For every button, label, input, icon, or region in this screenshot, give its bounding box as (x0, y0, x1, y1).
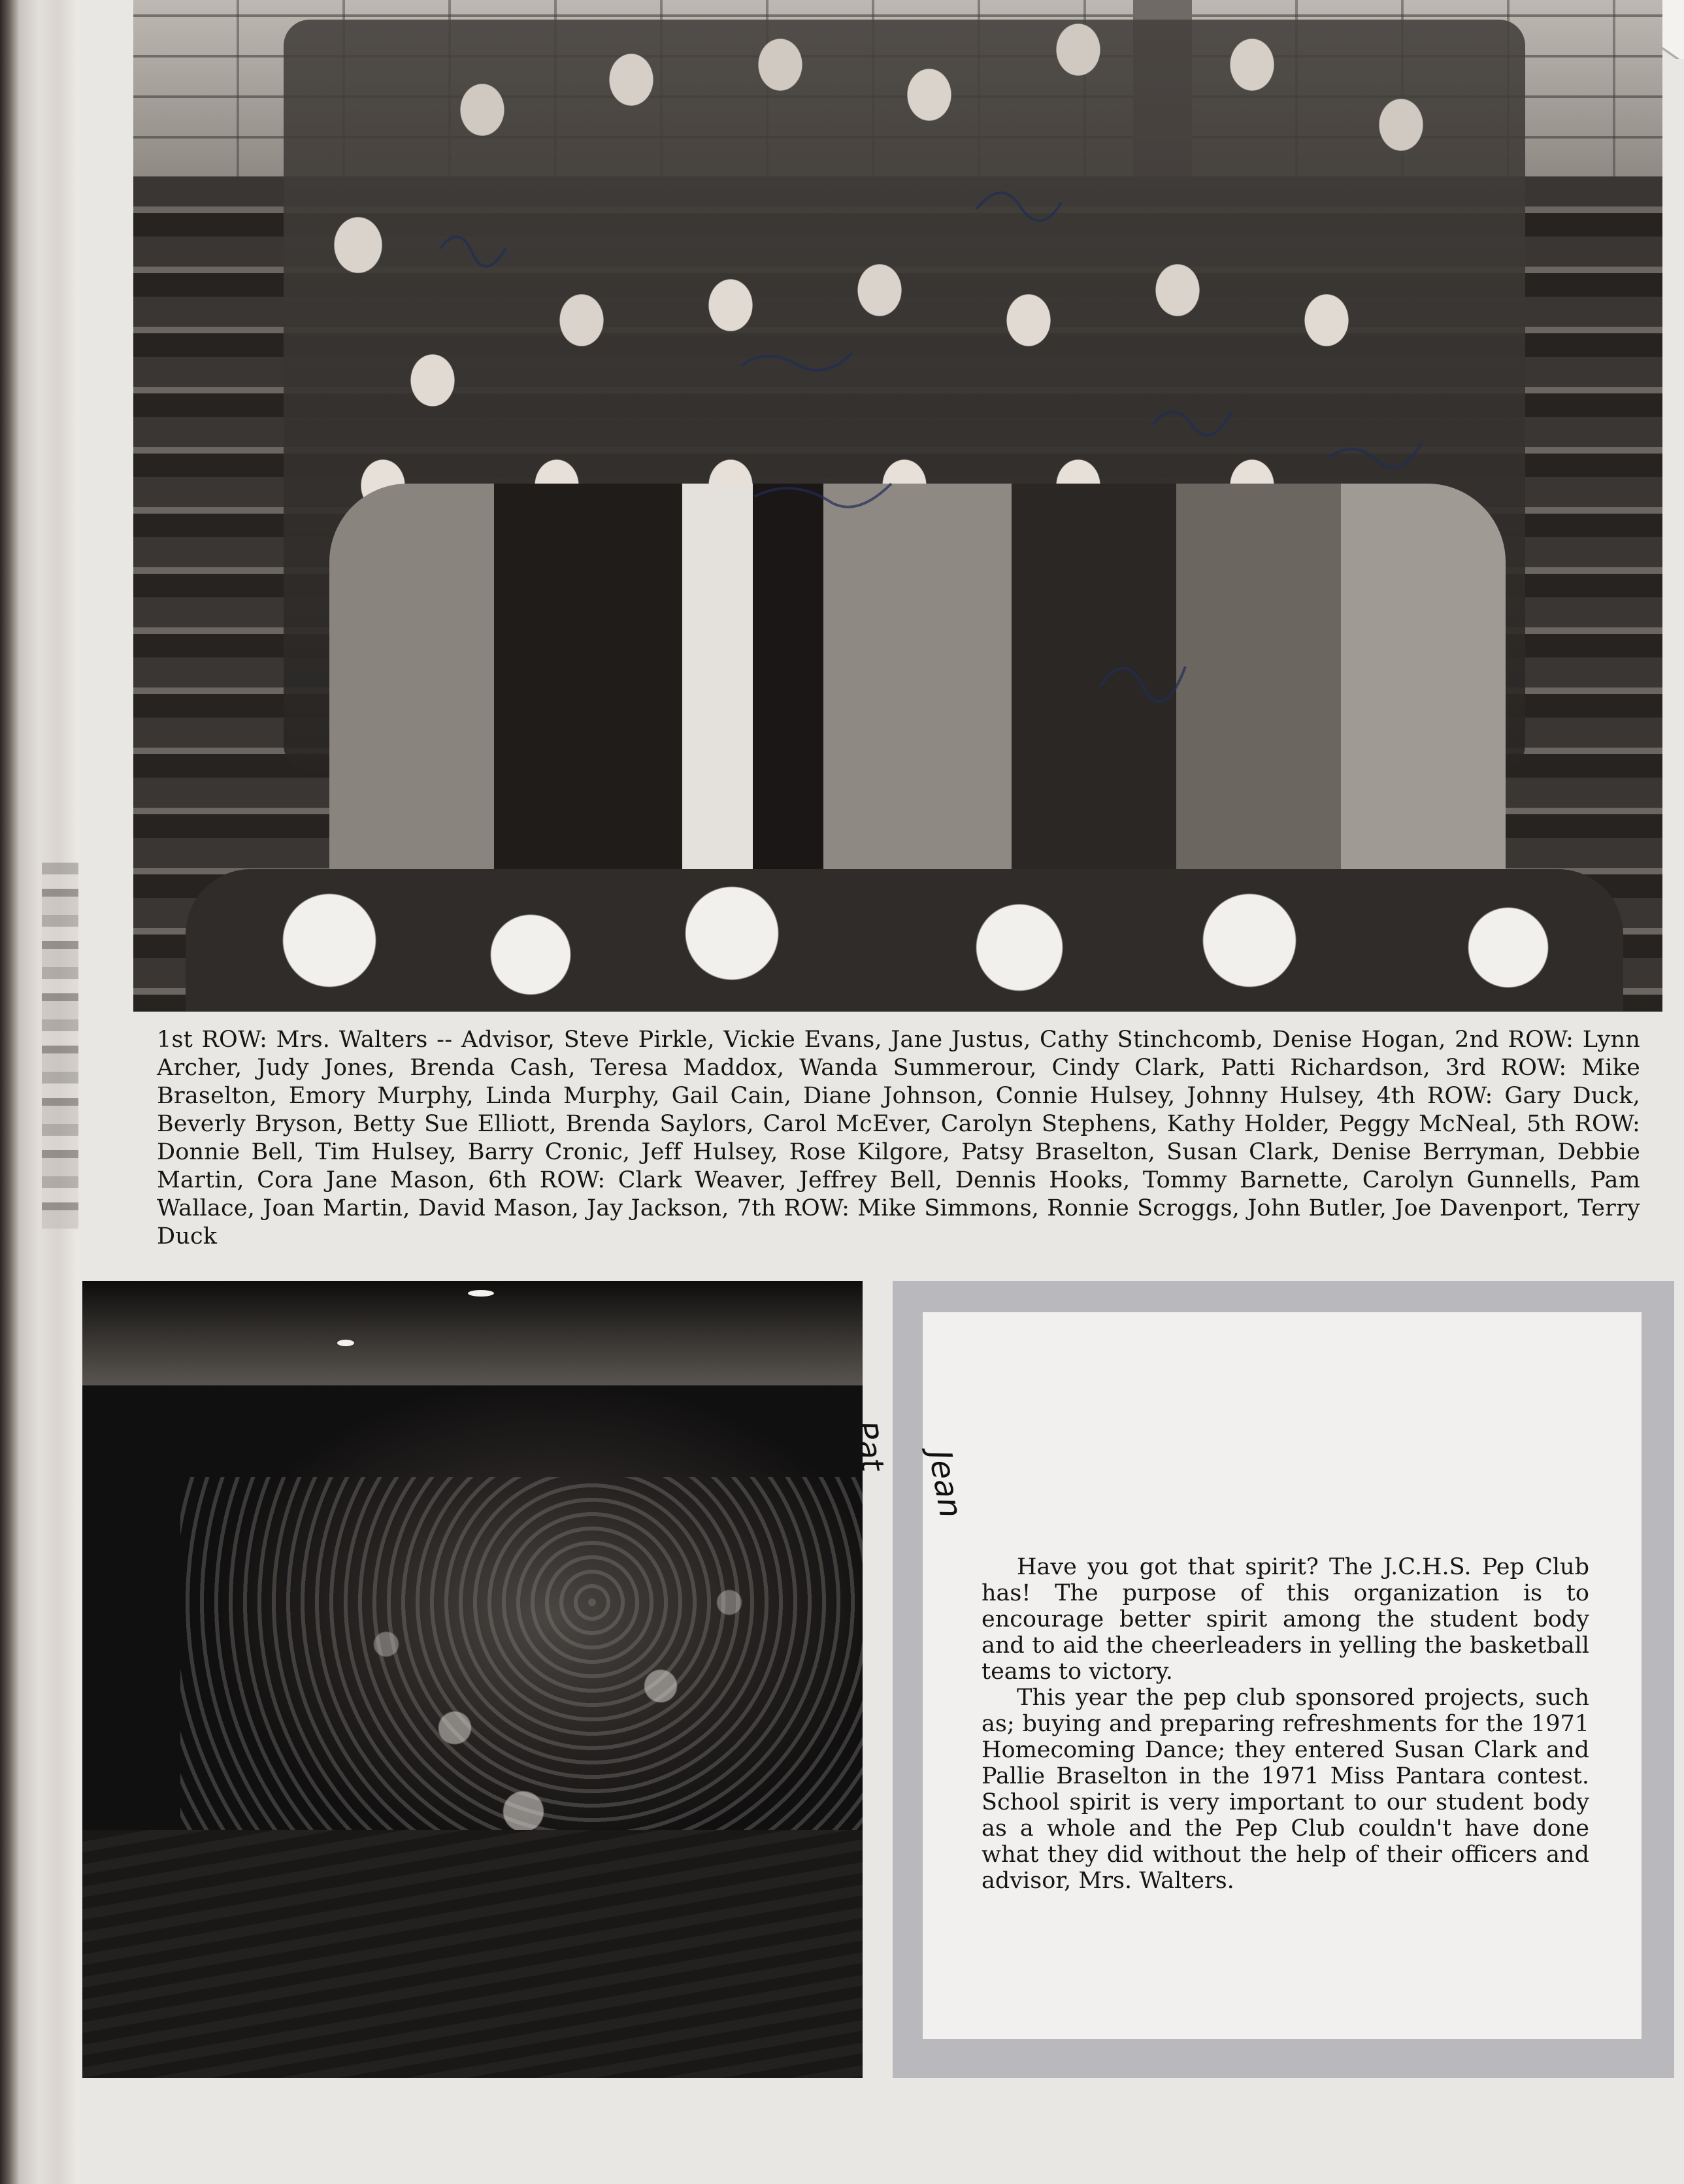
article-panel (893, 1281, 1674, 2078)
article-paragraph-2: This year the pep club sponsored projects, such as; buying and preparing refreshments for the 1971 Homecoming Dance; they entered Susan Clark and Pallie Braselton in the 1971 Miss Pantara contest. School spirit is very important to our student body as a whole and the Pep Club couldn't have done what they did without the help of their officers and advisor, Mrs. Walters. (982, 1685, 1589, 1894)
handwritten-note-jean: Jean (921, 1448, 969, 1521)
gym-floor (82, 1830, 863, 2078)
article-paragraph-1: Have you got that spirit? The J.C.H.S. Pep Club has! The purpose of this organization is to encourage better spirit among the student body and to aid the cheerleaders in yelling the basketball teams to victory. (982, 1554, 1589, 1685)
group-photo-caption: 1st ROW: Mrs. Walters -- Advisor, Steve Pirkle, Vickie Evans, Jane Justus, Cathy Stinchcomb, Denise Hogan, 2nd ROW: Lynn Archer, Judy Jones, Brenda Cash, Teresa Maddox, Wanda Summerour, Cindy Clark, Patti Richardson, 3rd ROW: Mike Braselton, Emory Murphy, Linda Murphy, Gail Cain, Diane Johnson, Connie Hulsey, Johnny Hulsey, 4th ROW: Gary Duck, Beverly Bryson, Betty Sue Elliott, Brenda Saylors, Carol McEver, Carolyn Stephens, Kathy Holder, Peggy McNeal, 5th ROW: Donnie Bell, Tim Hulsey, Barry Cronic, Jeff Hulsey, Rose Kilgore, Patsy Braselton, Susan Clark, Denise Berryman, Debbie Martin, Cora Jane Mason, 6th ROW: Clark Weaver, Jeffrey Bell, Dennis Hooks, Tommy Barnette, Carolyn Gunnells, Pam Wallace, Joan Martin, David Mason, Jay Jackson, 7th ROW: Mike Simmons, Ronnie Scroggs, John Butler, Joe Davenport, Terry Duck (157, 1027, 1640, 1249)
gym-crowd-photo (82, 1281, 863, 2078)
handwritten-note-pat: Pat (846, 1418, 891, 1474)
article-text (982, 1554, 1589, 1894)
pep-club-group-photo (133, 0, 1662, 1012)
ceiling-light (468, 1290, 494, 1297)
article-panel-inner (923, 1312, 1642, 2039)
gym-roof (82, 1281, 863, 1385)
ceiling-light (337, 1340, 354, 1346)
binding-edge (42, 863, 78, 1229)
photo-signature-scribbles (133, 0, 1662, 1012)
